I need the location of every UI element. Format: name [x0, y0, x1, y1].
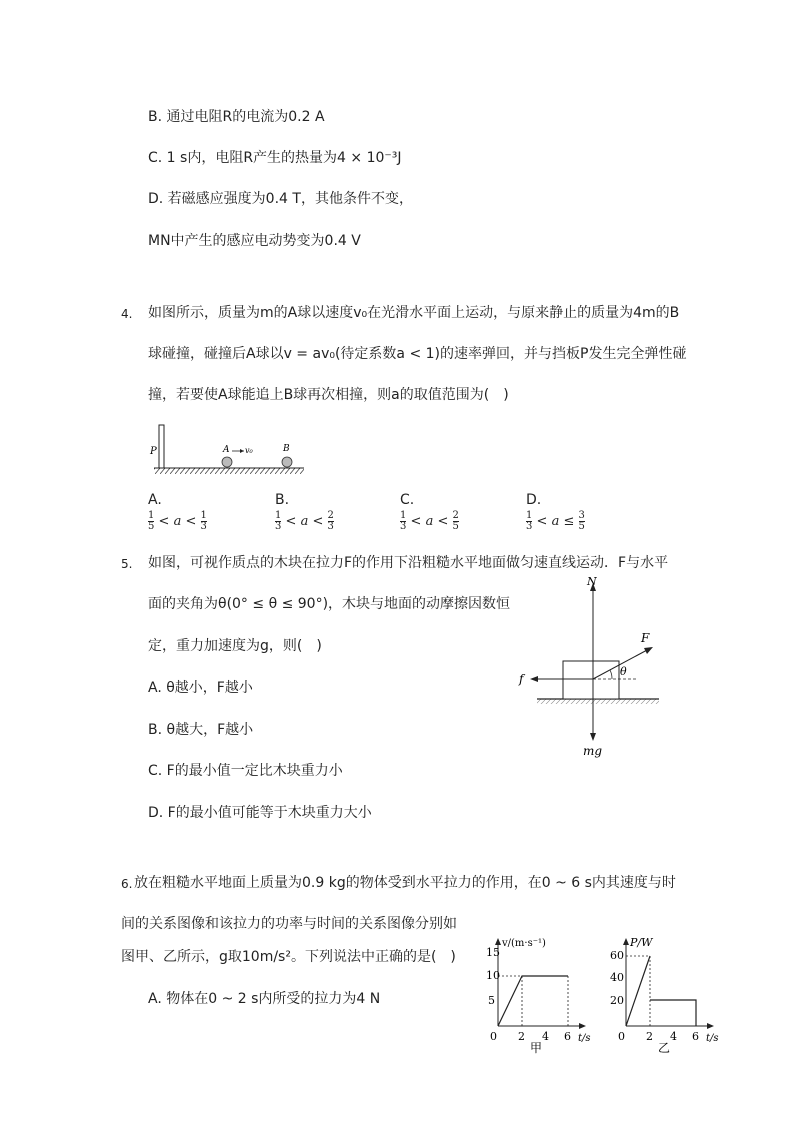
ball-b — [282, 457, 292, 467]
x-axis-arrowhead — [579, 1023, 586, 1029]
wooden-block — [563, 661, 619, 699]
q5-option-d: D. F的最小值可能等于木块重力大小 — [148, 805, 372, 821]
q4-number: 4. — [121, 307, 133, 321]
gravity-label: mg — [583, 744, 603, 758]
angle-label: θ — [620, 665, 627, 678]
q5-force-diagram — [515, 575, 665, 760]
q5-number: 5. — [121, 557, 133, 571]
origin-label: 0 — [618, 1030, 625, 1043]
q4-stem-line-3: 撞，若要使A球能追上B球再次相撞，则a的取值范围为( ) — [148, 387, 509, 403]
y-tick-15: 15 — [486, 946, 500, 959]
y-axis-arrowhead — [495, 938, 501, 945]
x-tick-2: 2 — [646, 1030, 653, 1043]
graph-caption: 甲 — [530, 1041, 543, 1054]
baffle-label: P — [150, 446, 157, 457]
q4-stem-line-1: 如图所示，质量为m的A球以速度v₀在光滑水平面上运动，与原来静止的质量为4m的B — [148, 305, 680, 321]
ball-b-label: B — [283, 444, 290, 454]
q5-stem-line-2: 面的夹角为θ(0° ≤ θ ≤ 90°)，木块与地面的动摩擦因数恒 — [148, 596, 511, 612]
q5-option-b: B. θ越大，F越小 — [148, 722, 254, 738]
y-tick-40: 40 — [610, 971, 624, 984]
origin-label: 0 — [490, 1030, 497, 1043]
y-tick-60: 60 — [610, 949, 624, 962]
q6-number: 6. — [121, 877, 133, 891]
q4-option-a: A. $\frac{1}{5}$ < a < $\frac{1}{3}$ — [148, 492, 207, 532]
q3-option-c: C. 1 s内，电阻R产生的热量为4 × 10⁻³J — [148, 150, 402, 166]
q6-stem-line-3: 图甲、乙所示，g取10m/s²。下列说法中正确的是( ) — [121, 949, 456, 965]
q4-option-b: B. $\frac{1}{3}$ < a < $\frac{2}{3}$ — [275, 492, 334, 532]
x-tick-6: 6 — [564, 1030, 571, 1043]
velocity-arrowhead — [240, 449, 244, 453]
q4-collision-figure — [140, 420, 315, 480]
q3-option-d-continued: MN中产生的感应电动势变为0.4 V — [148, 233, 361, 249]
power-ramp — [626, 956, 650, 1026]
q6-option-a: A. 物体在0 ~ 2 s内所受的拉力为4 N — [148, 991, 381, 1007]
y-axis-arrowhead — [623, 938, 629, 945]
q5-option-c: C. F的最小值一定比木块重力小 — [148, 763, 343, 779]
y-axis-label: v/(m·s⁻¹) — [502, 938, 546, 949]
q4-option-c: C. $\frac{1}{3}$ < a < $\frac{2}{5}$ — [400, 492, 459, 532]
friction-label: f — [519, 672, 524, 686]
q4-stem-line-2: 球碰撞，碰撞后A球以v = av₀(待定系数a < 1)的速率弹回，并与挡板P发生完全弹性碰 — [148, 346, 687, 362]
ground-hatch — [154, 468, 304, 474]
y-tick-10: 10 — [486, 969, 500, 982]
velocity-curve — [498, 976, 568, 1026]
power-constant — [650, 1000, 696, 1026]
ball-a — [222, 457, 232, 467]
velocity-label: v₀ — [245, 446, 253, 455]
q6-power-time-graph — [602, 934, 732, 1054]
q3-option-b: B. 通过电阻R的电流为0.2 A — [148, 109, 325, 125]
x-axis-label: t/s — [706, 1033, 719, 1044]
q6-stem-line-1: 放在粗糙水平地面上质量为0.9 kg的物体受到水平拉力的作用，在0 ~ 6 s内其速度与时 — [134, 875, 676, 891]
ground-hatch — [537, 699, 659, 704]
x-tick-4: 4 — [670, 1030, 677, 1043]
option-label: A. — [148, 492, 162, 508]
pull-force-label: F — [641, 631, 650, 645]
x-tick-6: 6 — [692, 1030, 699, 1043]
baffle-p — [159, 425, 164, 468]
option-label: B. — [275, 492, 290, 508]
ball-a-label: A — [223, 445, 230, 455]
pull-force-arrowhead — [644, 647, 653, 654]
y-tick-20: 20 — [610, 994, 624, 1007]
x-tick-2: 2 — [518, 1030, 525, 1043]
q3-option-d: D. 若磁感应强度为0.4 T，其他条件不变， — [148, 191, 413, 207]
y-axis-label: P/W — [630, 936, 653, 949]
q5-stem-line-3: 定，重力加速度为g，则( ) — [148, 638, 322, 654]
option-label: D. — [526, 492, 542, 508]
friction-arrowhead — [530, 676, 538, 682]
option-label: C. — [400, 492, 415, 508]
q5-option-a: A. θ越小，F越小 — [148, 680, 253, 696]
x-axis-arrowhead — [707, 1023, 714, 1029]
q6-stem-line-2: 间的关系图像和该拉力的功率与时间的关系图像分别如 — [121, 916, 457, 932]
q6-velocity-time-graph — [474, 934, 604, 1054]
gravity-arrowhead — [590, 733, 596, 741]
graph-caption: 乙 — [658, 1041, 671, 1054]
q4-option-d: D. $\frac{1}{3}$ < a ≤ $\frac{3}{5}$ — [526, 492, 585, 532]
q5-stem-line-1: 如图，可视作质点的木块在拉力F的作用下沿粗糙水平地面做匀速直线运动．F与水平 — [148, 555, 669, 571]
x-axis-label: t/s — [578, 1033, 591, 1044]
y-tick-5: 5 — [488, 994, 495, 1007]
x-tick-4: 4 — [542, 1030, 549, 1043]
normal-force-label: N — [587, 575, 597, 588]
